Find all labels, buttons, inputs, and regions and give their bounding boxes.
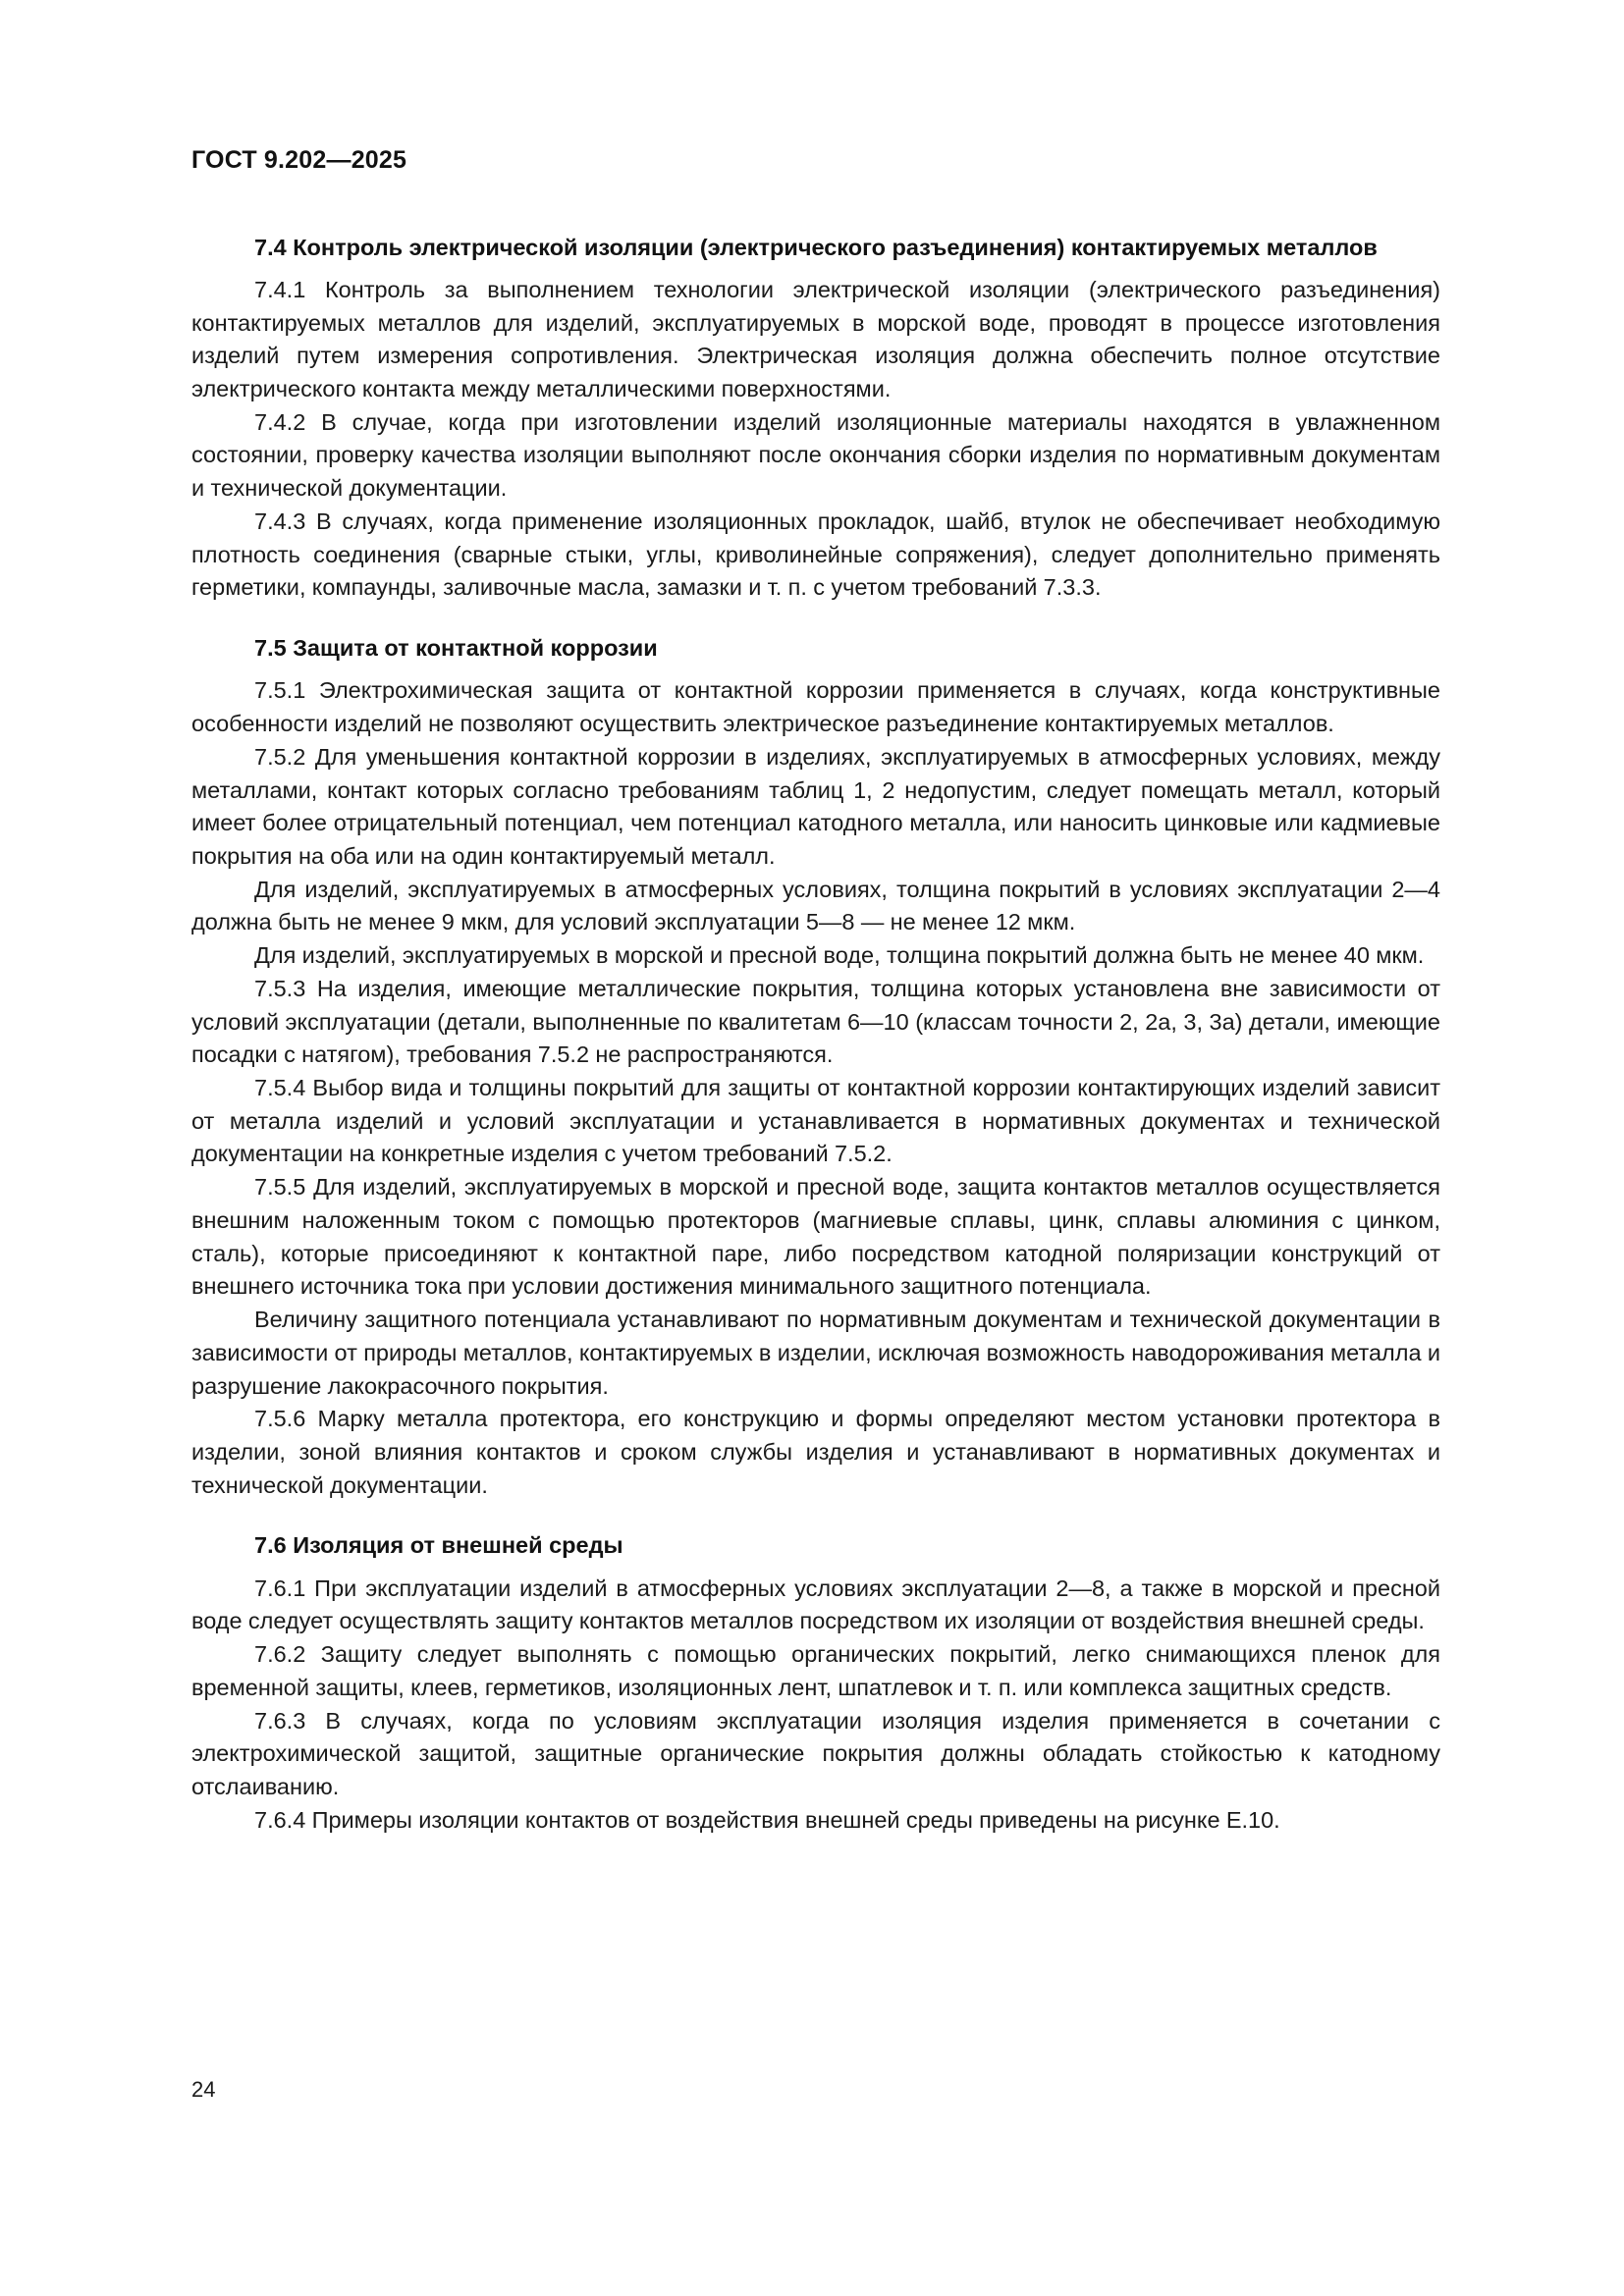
- paragraph-7-5-6: 7.5.6 Марку металла протектора, его конструкцию и формы определяют местом установки протектора в изделии, зоной влияния контактов и сроком службы изделия и устанавливают в нормативных документах и технической документации.: [191, 1406, 1440, 1498]
- paragraph-7-6-1: 7.6.1 При эксплуатации изделий в атмосферных условиях эксплуатации 2—8, а также в морской и пресной воде следует осуществлять защиту контактов металлов посредством их изоляции от воздействия внешней среды.: [191, 1575, 1440, 1634]
- page-number: 24: [191, 2077, 216, 2102]
- section-7-5: [191, 632, 1440, 1502]
- section-7-4: [191, 232, 1440, 606]
- paragraph-7-5-5: 7.5.5 Для изделий, эксплуатируемых в морской и пресной воде, защита контактов металлов осуществляется внешним наложенным током с помощью протекторов (магниевые сплавы, цинк, сплавы алюминия с цинком, сталь), которые присоединяют к контактной паре, либо посредством катодной поляризации конструкций от внешнего источника тока при условии достижения минимального защитного потенциала.: [191, 1174, 1440, 1300]
- section-7-6: [191, 1529, 1440, 1837]
- paragraph-7-6-4: 7.6.4 Примеры изоляции контактов от воздействия внешней среды приведены на рисунке Е.10.: [254, 1806, 1280, 1833]
- section-heading-7-6: 7.6 Изоляция от внешней среды: [254, 1532, 623, 1559]
- section-spacer: [191, 605, 1440, 632]
- paragraph-7-4-1: 7.4.1 Контроль за выполнением технологии электрической изоляции (электрического разъединения) контактируемых металлов для изделий, эксплуатируемых в морской воде, проводят в процессе изготовления изделий путем измерения сопротивления. Электрическая изоляция должна обеспечить полное отсутствие электрического контакта между металлическими поверхностями.: [191, 276, 1440, 402]
- paragraph-7-4-3: 7.4.3 В случаях, когда применение изоляционных прокладок, шайб, втулок не обеспечивает необходимую плотность соединения (сварные стыки, углы, криволинейные сопряжения), следует дополнительно применять герметики, компаунды, заливочные масла, замазки и т. п. с учетом требований 7.3.3.: [191, 507, 1440, 601]
- paragraph-7-6-2: 7.6.2 Защиту следует выполнять с помощью органических покрытий, легко снимающихся пленок для временной защиты, клеев, герметиков, изоляционных лент, шпатлевок и т. п. или комплекса защитных средств.: [191, 1641, 1440, 1700]
- section-heading-7-4: 7.4 Контроль электрической изоляции (электрического разъединения) контактируемых металлов: [254, 234, 1378, 260]
- paragraph-7-5-1: 7.5.1 Электрохимическая защита от контактной коррозии применяется в случаях, когда конструктивные особенности изделий не позволяют осуществить электрическое разъединение контактируемых металлов.: [191, 677, 1440, 737]
- page-content: [191, 147, 1440, 1837]
- paragraph-7-6-3: 7.6.3 В случаях, когда по условиям эксплуатации изоляция изделия применяется в сочетании с электрохимической защитой, защитные органические покрытия должны обладать стойкостью к катодному отслаиванию.: [191, 1707, 1440, 1800]
- paragraph-7-5-2: 7.5.2 Для уменьшения контактной коррозии в изделиях, эксплуатируемых в атмосферных условиях, между металлами, контакт которых согласно требованиям таблиц 1, 2 недопустим, следует помещать металл, который имеет более отрицательный потенциал, чем потенциал катодного металла, или наносить цинковые или кадмиевые покрытия на оба или на один контактируемый металл.: [191, 743, 1440, 869]
- paragraph-7-5-4: 7.5.4 Выбор вида и толщины покрытий для защиты от контактной коррозии контактирующих изделий зависит от металла изделий и условий эксплуатации и устанавливается в нормативных документах и технической документации на конкретные изделия с учетом требований 7.5.2.: [191, 1075, 1440, 1167]
- section-spacer: [191, 1502, 1440, 1529]
- paragraph-7-5-5-note: Величину защитного потенциала устанавливают по нормативным документам и технической документации в зависимости от природы металлов, контактируемых в изделии, исключая возможность наводороживания металла и разрушение лакокрасочного покрытия.: [191, 1307, 1440, 1399]
- section-heading-7-5: 7.5 Защита от контактной коррозии: [254, 635, 658, 662]
- document-standard-header: ГОСТ 9.202—2025: [191, 146, 407, 174]
- paragraph-7-5-3: 7.5.3 На изделия, имеющие металлические покрытия, толщина которых установлена вне зависимости от условий эксплуатации (детали, выполненные по квалитетам 6—10 (классам точности 2, 2а, 3, 3а) детали, имеющие посадки с натягом), требования 7.5.2 не распространяются.: [191, 975, 1440, 1068]
- paragraph-7-5-2-note-2: Для изделий, эксплуатируемых в морской и пресной воде, толщина покрытий должна быть не менее 40 мкм.: [254, 942, 1425, 969]
- paragraph-7-5-2-note-1: Для изделий, эксплуатируемых в атмосферных условиях, толщина покрытий в условиях эксплуатации 2—4 должна быть не менее 9 мкм, для условий эксплуатации 5—8 — не менее 12 мкм.: [191, 876, 1440, 935]
- paragraph-7-4-2: 7.4.2 В случае, когда при изготовлении изделий изоляционные материалы находятся в увлажненном состоянии, проверку качества изоляции выполняют после окончания сборки изделия по нормативным документам и технической документации.: [191, 408, 1440, 502]
